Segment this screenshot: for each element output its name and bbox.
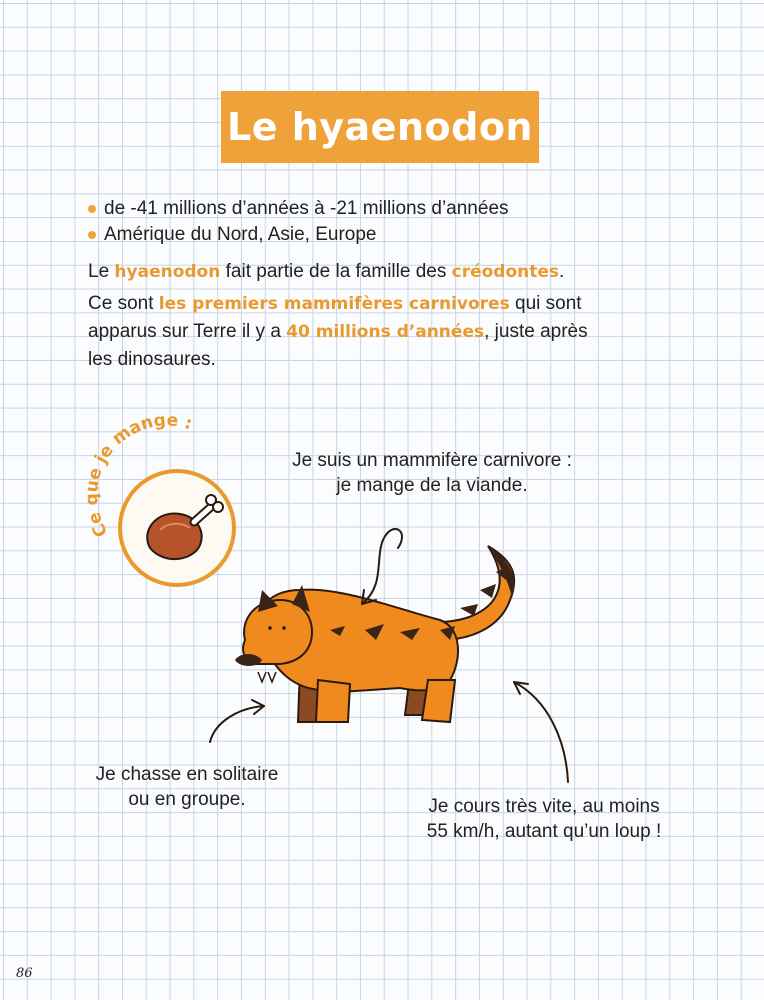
note-line: Je suis un mammifère carnivore : [292, 450, 572, 471]
text-span: Le [88, 261, 115, 282]
text-span: , juste après les dinosaures. [88, 321, 588, 370]
highlight-creodontes: créodontes [451, 262, 560, 282]
carnivore-note [282, 448, 582, 498]
text-span: fait partie de la famille des [220, 261, 452, 282]
note-line: Je chasse en solitaire [95, 764, 279, 785]
text-span: . [559, 261, 565, 282]
highlight-carnivores: les premiers mammifères carnivores [158, 294, 510, 314]
hyaenodon-illustration [235, 546, 514, 722]
note-line: 55 km/h, autant qu’un loup ! [426, 821, 662, 842]
diet-label-path: Ce que je mange : [81, 410, 195, 541]
page-title: Le hyaenodon [227, 105, 533, 149]
highlight-hyaenodon: hyaenodon [114, 262, 221, 282]
hunting-note [82, 762, 292, 812]
speed-note [404, 794, 684, 844]
text-span: Ce sont [88, 293, 159, 314]
note-line: ou en groupe. [128, 789, 246, 810]
note-line: je mange de la viande. [336, 475, 528, 496]
arrow-icon [514, 682, 568, 782]
page-number: 86 [16, 966, 33, 981]
arrow-icon [362, 529, 402, 604]
highlight-40-millions: 40 millions d’années [286, 322, 485, 342]
note-line: Je cours très vite, au moins [428, 796, 660, 817]
diet-badge [82, 410, 234, 585]
region-text: Amérique du Nord, Asie, Europe [104, 224, 377, 245]
text-span: qui sont apparus sur Terre il y a [88, 293, 582, 342]
period-text: de -41 millions d’années à -21 millions d’années [104, 198, 509, 219]
